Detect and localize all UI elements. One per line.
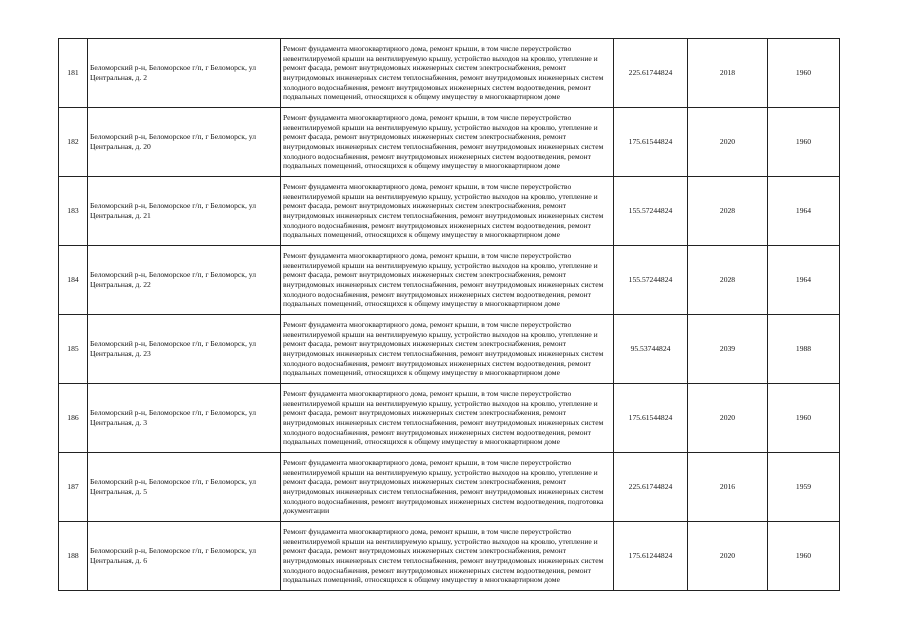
table-body [59,39,840,591]
repair-works-description: Ремонт фундамента многоквартирного дома, ремонт крыши, в том числе переустройство невентилируемой крыши на вентилируемую крышу, устройство выходов на кровлю, утепление и ремонт фасада, ремонт внутридомовых инженерных систем электроснабжения, ремонт внутридомовых инженерных систем теплоснабжения, ремонт внутридомовых инженерных систем холодного водоснабжения, ремонт внутридомовых инженерных систем водоотведения, ремонт подвальных помещений, относящихся к общему имуществу в многоквартирном доме [281,522,614,591]
table-row [59,384,840,453]
cost-value: 225.61744824 [614,453,688,522]
planned-year: 2039 [688,315,768,384]
repair-works-description: Ремонт фундамента многоквартирного дома, ремонт крыши, в том числе переустройство невентилируемой крыши на вентилируемую крышу, устройство выходов на кровлю, утепление и ремонт фасада, ремонт внутридомовых инженерных систем электроснабжения, ремонт внутридомовых инженерных систем теплоснабжения, ремонт внутридомовых инженерных систем холодного водоснабжения, ремонт внутридомовых инженерных систем водоотведения, ремонт подвальных помещений, относящихся к общему имуществу в многоквартирном доме [281,246,614,315]
construction-year: 1960 [768,108,840,177]
repair-works-description: Ремонт фундамента многоквартирного дома, ремонт крыши, в том числе переустройство невентилируемой крыши на вентилируемую крышу, устройство выходов на кровлю, утепление и ремонт фасада, ремонт внутридомовых инженерных систем электроснабжения, ремонт внутридомовых инженерных систем теплоснабжения, ремонт внутридомовых инженерных систем холодного водоснабжения, ремонт внутридомовых инженерных систем водоотведения, ремонт подвальных помещений, относящихся к общему имуществу в многоквартирном доме [281,315,614,384]
building-address: Беломорский р-н, Беломорское г/п, г Беломорск, ул Центральная, д. 3 [88,384,281,453]
building-address: Беломорский р-н, Беломорское г/п, г Беломорск, ул Центральная, д. 2 [88,39,281,108]
building-address: Беломорский р-н, Беломорское г/п, г Беломорск, ул Центральная, д. 23 [88,315,281,384]
row-number: 185 [59,315,88,384]
building-address: Беломорский р-н, Беломорское г/п, г Беломорск, ул Центральная, д. 5 [88,453,281,522]
building-address: Беломорский р-н, Беломорское г/п, г Беломорск, ул Центральная, д. 20 [88,108,281,177]
planned-year: 2016 [688,453,768,522]
table-row [59,522,840,591]
construction-year: 1960 [768,39,840,108]
row-number: 182 [59,108,88,177]
cost-value: 155.57244824 [614,246,688,315]
row-number: 183 [59,177,88,246]
row-number: 188 [59,522,88,591]
planned-year: 2020 [688,522,768,591]
cost-value: 155.57244824 [614,177,688,246]
table-row [59,108,840,177]
row-number: 186 [59,384,88,453]
row-number: 184 [59,246,88,315]
row-number: 187 [59,453,88,522]
repair-works-description: Ремонт фундамента многоквартирного дома, ремонт крыши, в том числе переустройство невентилируемой крыши на вентилируемую крышу, устройство выходов на кровлю, утепление и ремонт фасада, ремонт внутридомовых инженерных систем электроснабжения, ремонт внутридомовых инженерных систем теплоснабжения, ремонт внутридомовых инженерных систем холодного водоснабжения, ремонт внутридомовых инженерных систем водоотведения, подготовка документации [281,453,614,522]
planned-year: 2020 [688,384,768,453]
construction-year: 1959 [768,453,840,522]
construction-year: 1988 [768,315,840,384]
table-row [59,39,840,108]
planned-year: 2018 [688,39,768,108]
table-row [59,453,840,522]
cost-value: 175.61544824 [614,384,688,453]
construction-year: 1960 [768,522,840,591]
table-row [59,315,840,384]
construction-year: 1964 [768,177,840,246]
building-address: Беломорский р-н, Беломорское г/п, г Беломорск, ул Центральная, д. 22 [88,246,281,315]
repair-works-description: Ремонт фундамента многоквартирного дома, ремонт крыши, в том числе переустройство невентилируемой крыши на вентилируемую крышу, устройство выходов на кровлю, утепление и ремонт фасада, ремонт внутридомовых инженерных систем электроснабжения, ремонт внутридомовых инженерных систем теплоснабжения, ремонт внутридомовых инженерных систем холодного водоснабжения, ремонт внутридомовых инженерных систем водоотведения, ремонт подвальных помещений, относящихся к общему имуществу в многоквартирном доме [281,39,614,108]
building-address: Беломорский р-н, Беломорское г/п, г Беломорск, ул Центральная, д. 6 [88,522,281,591]
table-row [59,177,840,246]
planned-year: 2020 [688,108,768,177]
planned-year: 2028 [688,246,768,315]
cost-value: 95.53744824 [614,315,688,384]
repair-works-description: Ремонт фундамента многоквартирного дома, ремонт крыши, в том числе переустройство невентилируемой крыши на вентилируемую крышу, устройство выходов на кровлю, утепление и ремонт фасада, ремонт внутридомовых инженерных систем электроснабжения, ремонт внутридомовых инженерных систем теплоснабжения, ремонт внутридомовых инженерных систем холодного водоснабжения, ремонт внутридомовых инженерных систем водоотведения, ремонт подвальных помещений, относящихся к общему имуществу в многоквартирном доме [281,384,614,453]
construction-year: 1964 [768,246,840,315]
repair-program-table [58,38,840,591]
repair-works-description: Ремонт фундамента многоквартирного дома, ремонт крыши, в том числе переустройство невентилируемой крыши на вентилируемую крышу, устройство выходов на кровлю, утепление и ремонт фасада, ремонт внутридомовых инженерных систем электроснабжения, ремонт внутридомовых инженерных систем теплоснабжения, ремонт внутридомовых инженерных систем холодного водоснабжения, ремонт внутридомовых инженерных систем водоотведения, ремонт подвальных помещений, относящихся к общему имуществу в многоквартирном доме [281,177,614,246]
building-address: Беломорский р-н, Беломорское г/п, г Беломорск, ул Центральная, д. 21 [88,177,281,246]
cost-value: 175.61544824 [614,108,688,177]
table-row [59,246,840,315]
planned-year: 2028 [688,177,768,246]
repair-works-description: Ремонт фундамента многоквартирного дома, ремонт крыши, в том числе переустройство невентилируемой крыши на вентилируемую крышу, устройство выходов на кровлю, утепление и ремонт фасада, ремонт внутридомовых инженерных систем электроснабжения, ремонт внутридомовых инженерных систем теплоснабжения, ремонт внутридомовых инженерных систем холодного водоснабжения, ремонт внутридомовых инженерных систем водоотведения, ремонт подвальных помещений, относящихся к общему имуществу в многоквартирном доме [281,108,614,177]
construction-year: 1960 [768,384,840,453]
row-number: 181 [59,39,88,108]
document-page [58,38,839,591]
cost-value: 175.61244824 [614,522,688,591]
cost-value: 225.61744824 [614,39,688,108]
